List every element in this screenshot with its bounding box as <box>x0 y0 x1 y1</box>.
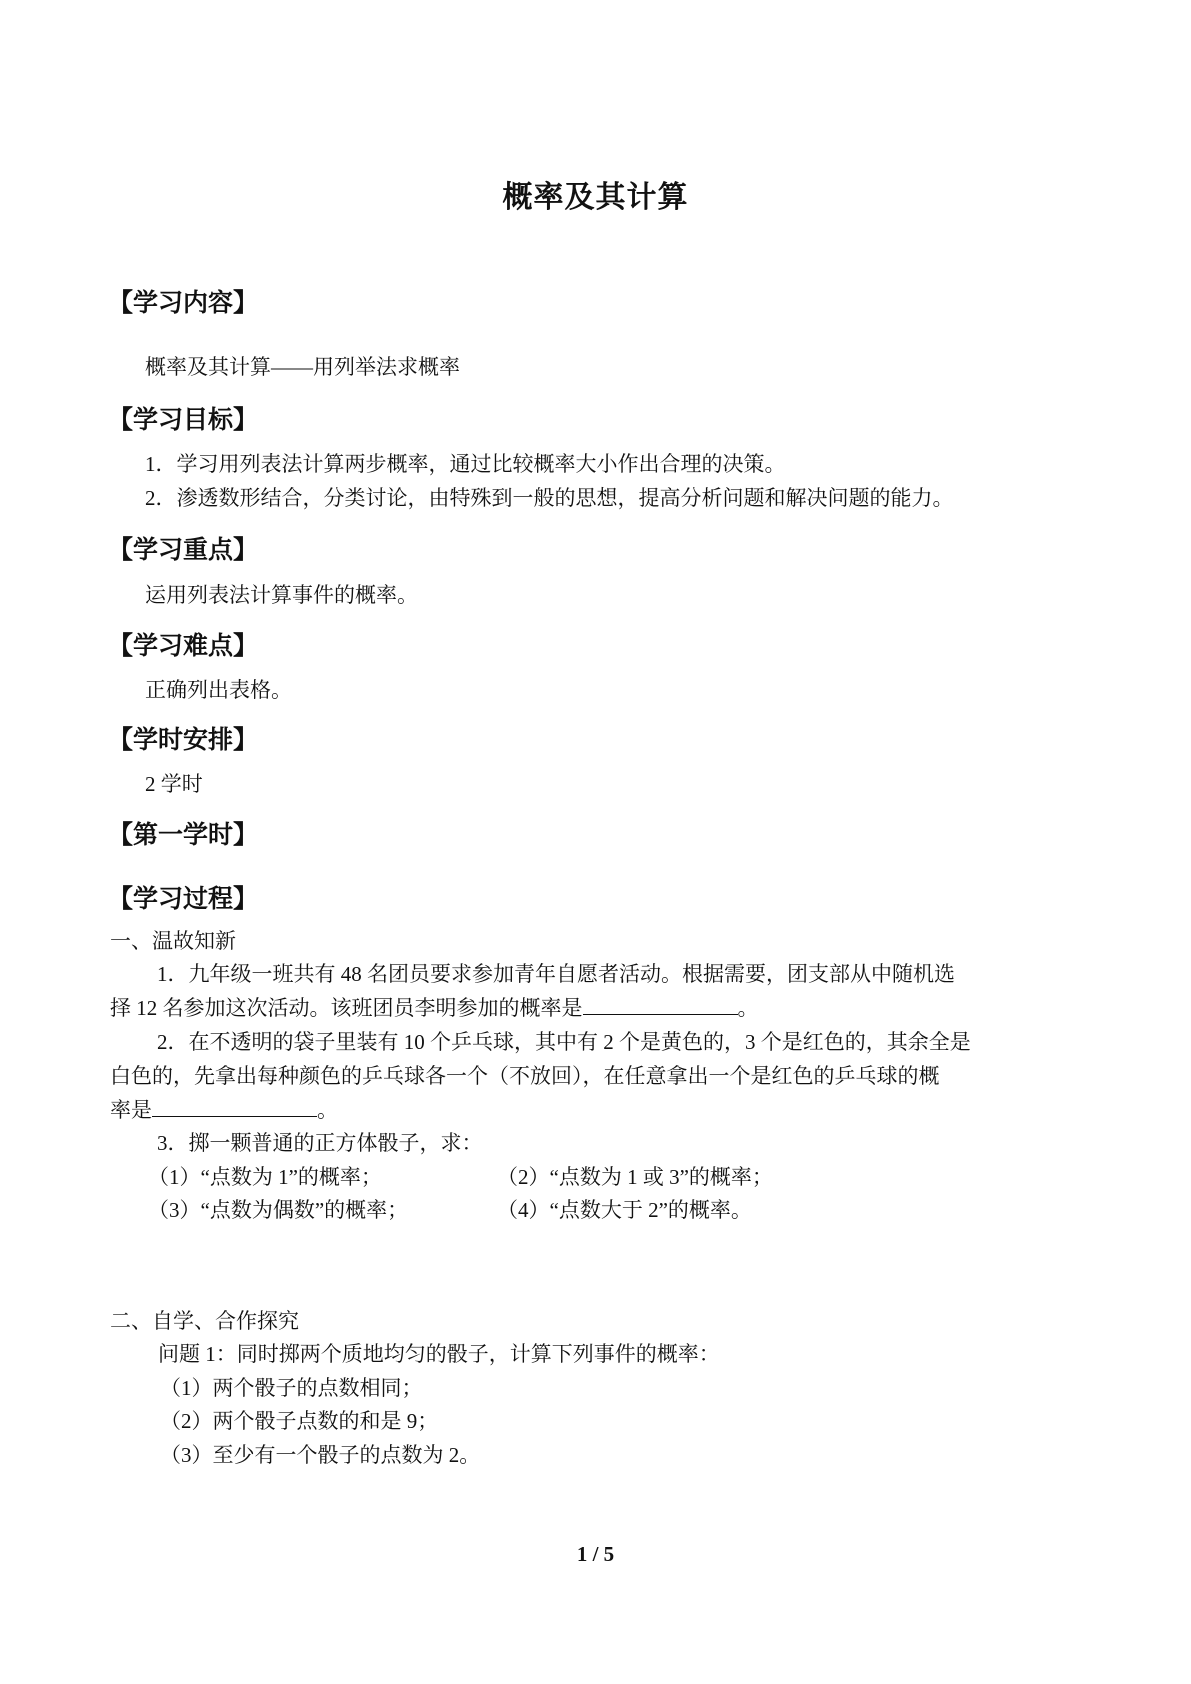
q1-line1: 1．九年级一班共有 48 名团员要求参加青年自愿者活动。根据需要，团支部从中随机选 <box>157 962 955 986</box>
schedule-text: 2 学时 <box>145 772 203 796</box>
goal-item-2: 2．渗透数形结合，分类讨论，由特殊到一般的思想，提高分析问题和解决问题的能力。 <box>145 486 954 510</box>
q2-end: 。 <box>317 1098 338 1122</box>
heading-first-period: 【第一学时】 <box>108 820 259 849</box>
problem1-text: 问题 1：同时掷两个质地均匀的骰子，计算下列事件的概率： <box>158 1342 720 1366</box>
q2-line2: 白色的，先拿出每种颜色的乒乓球各一个（不放回），在任意拿出一个是红色的乒乓球的概 <box>110 1064 940 1088</box>
heading-key-points: 【学习重点】 <box>108 535 259 564</box>
q1-line2 <box>110 996 759 1020</box>
q3-sub-2: （2）“点数为 1 或 3”的概率； <box>497 1165 773 1189</box>
q2-line3 <box>110 1098 338 1122</box>
problem1-item-3: （3）至少有一个骰子的点数为 2。 <box>160 1443 481 1467</box>
q1-text: 择 12 名参加这次活动。该班团员李明参加的概率是 <box>110 996 583 1020</box>
q2-line1: 2．在不透明的袋子里装有 10 个乒乓球，其中有 2 个是黄色的，3 个是红色的，其余全是 <box>157 1030 971 1054</box>
problem1-item-1: （1）两个骰子的点数相同； <box>160 1376 423 1400</box>
heading-difficulties: 【学习难点】 <box>108 631 259 660</box>
key-points-text: 运用列表法计算事件的概率。 <box>145 583 418 607</box>
heading-goals: 【学习目标】 <box>108 405 259 434</box>
q2-text: 率是 <box>110 1098 152 1122</box>
problem1-item-2: （2）两个骰子点数的和是 9； <box>160 1409 439 1433</box>
goal-item-1: 1．学习用列表法计算两步概率，通过比较概率大小作出合理的决策。 <box>145 452 786 476</box>
q1-end: 。 <box>737 996 759 1020</box>
difficulties-text: 正确列出表格。 <box>145 678 292 702</box>
content-text: 概率及其计算——用列举法求概率 <box>145 355 460 379</box>
q1-answer-blank[interactable] <box>583 996 738 1015</box>
part2-heading: 二、自学、合作探究 <box>110 1309 299 1333</box>
heading-content: 【学习内容】 <box>108 288 259 317</box>
page-number: 1 / 5 <box>576 1542 615 1566</box>
q3-sub-3: （3）“点数为偶数”的概率； <box>148 1198 409 1222</box>
part1-heading: 一、温故知新 <box>110 929 236 953</box>
q3-sub-4: （4）“点数大于 2”的概率。 <box>497 1198 752 1222</box>
q3-sub-1: （1）“点数为 1”的概率； <box>148 1165 382 1189</box>
q2-answer-blank[interactable] <box>152 1098 317 1117</box>
document-title: 概率及其计算 <box>502 180 689 215</box>
heading-process: 【学习过程】 <box>108 884 259 913</box>
heading-schedule: 【学时安排】 <box>108 725 259 754</box>
q3-intro: 3．掷一颗普通的正方体骰子，求： <box>157 1131 483 1155</box>
